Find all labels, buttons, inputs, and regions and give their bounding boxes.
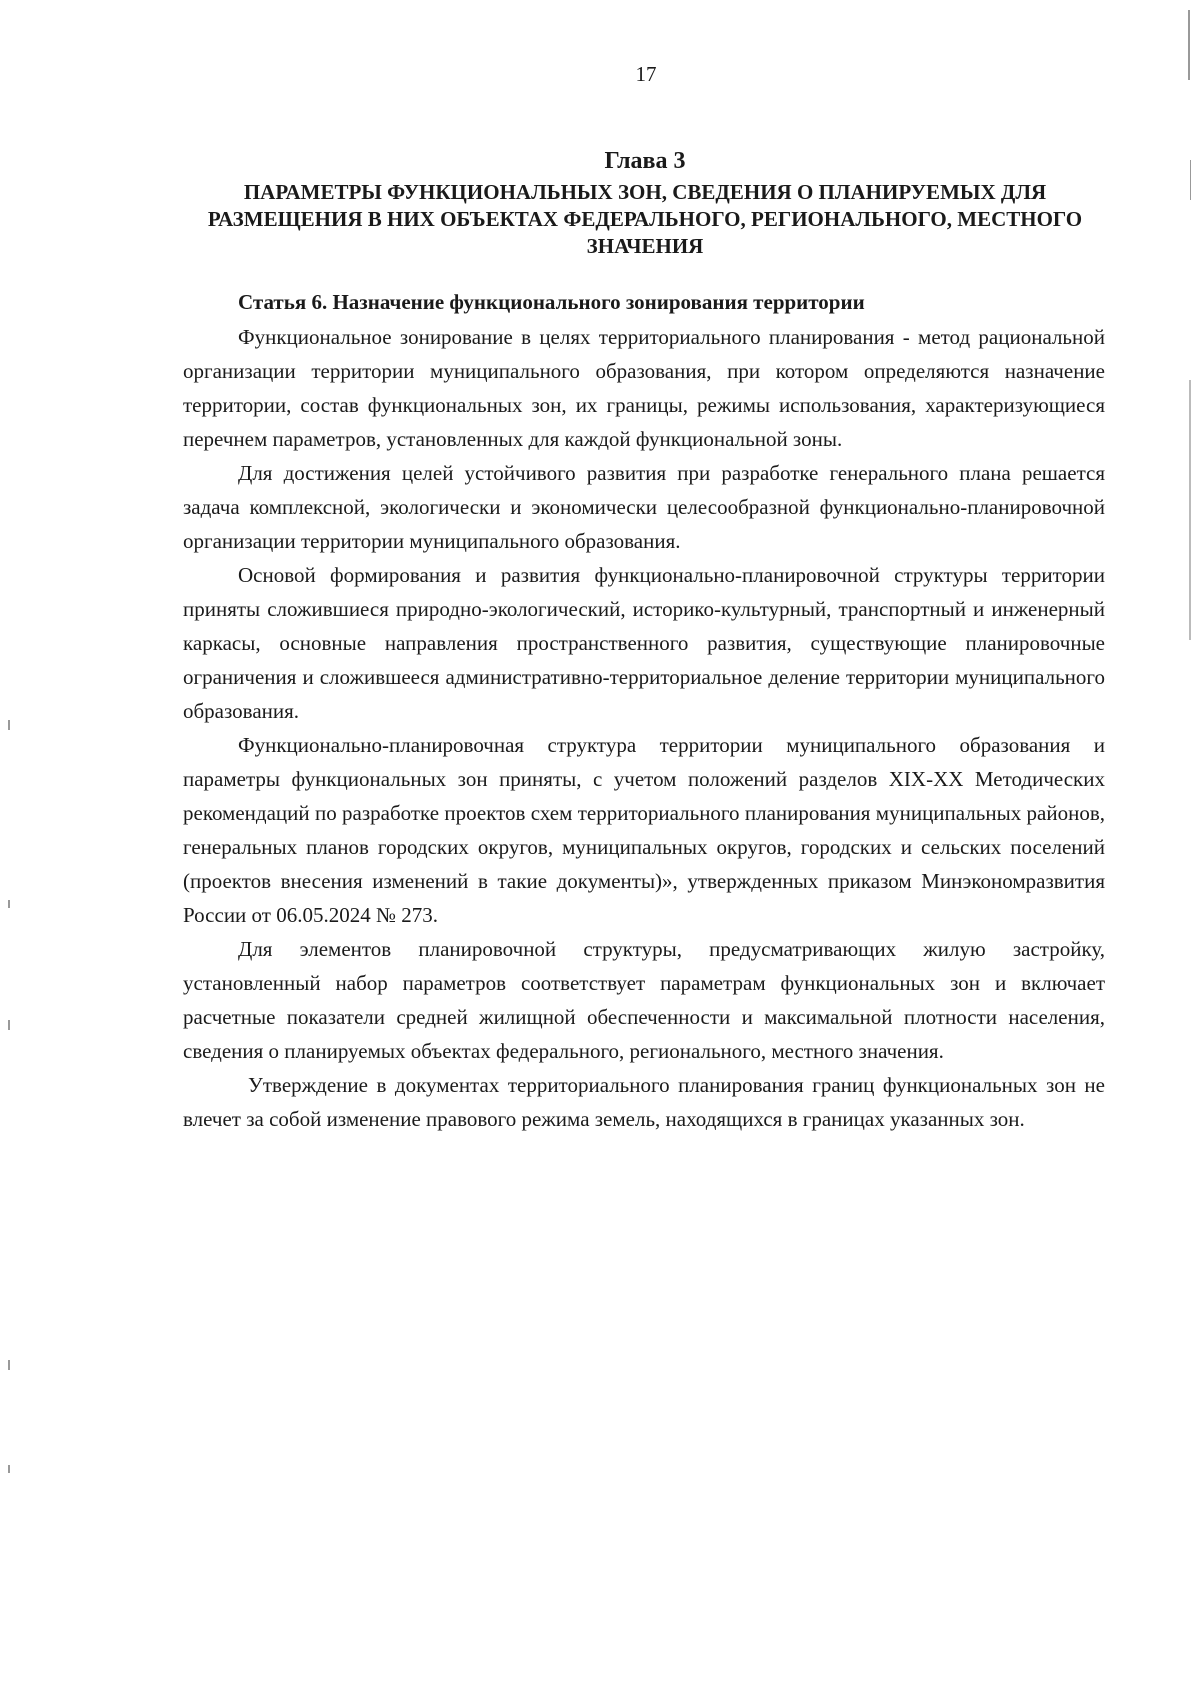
scan-edge-mark bbox=[8, 720, 10, 730]
scan-edge-mark bbox=[8, 1020, 10, 1030]
paragraph: Функциональное зонирование в целях территориального планирования - метод рациональной организации территории муниципального образования, при котором определяются назначение территории, состав функциональных зон, их границы, режимы использования, характеризующиеся перечнем параметров, установленных для каждой функциональной зоны. bbox=[183, 325, 1105, 451]
chapter-number: Глава 3 bbox=[604, 148, 686, 174]
chapter-heading bbox=[185, 145, 1105, 260]
paragraph: Для элементов планировочной структуры, предусматривающих жилую застройку, установленный набор параметров соответствует параметрам функциональных зон и включает расчетные показатели средней жилищной обеспеченности и максимальной плотности населения, сведения о планируемых объектах федерального, регионального, местного значения. bbox=[183, 937, 1105, 1063]
chapter-title: ПАРАМЕТРЫ ФУНКЦИОНАЛЬНЫХ ЗОН, СВЕДЕНИЯ О ПЛАНИРУЕМЫХ ДЛЯ РАЗМЕЩЕНИЯ В НИХ ОБЪЕКТАХ ФЕДЕРАЛЬНОГО, РЕГИОНАЛЬНОГО, МЕСТНОГО ЗНАЧЕНИЯ bbox=[207, 180, 1083, 258]
paragraph: Для достижения целей устойчивого развития при разработке генерального плана решается задача комплексной, экологически и экономически целесообразной функционально-планировочной организации территории муниципального образования. bbox=[183, 461, 1105, 553]
scan-edge-mark bbox=[8, 1465, 10, 1473]
article-heading: Статья 6. Назначение функционального зонирования территории bbox=[238, 290, 865, 314]
scan-edge-mark bbox=[8, 900, 10, 908]
paragraph: Основой формирования и развития функционально-планировочной структуры территории приняты сложившиеся природно-экологический, историко-культурный, транспортный и инженерный каркасы, основные направления пространственного развития, существующие планировочные ограничения и сложившееся административно-территориальное деление территории муниципального образования. bbox=[183, 563, 1105, 723]
scan-edge-mark bbox=[8, 1360, 10, 1370]
page-number: 17 bbox=[635, 62, 657, 86]
article-body bbox=[183, 320, 1105, 1136]
paragraph: Функционально-планировочная структура территории муниципального образования и параметры функциональных зон приняты, с учетом положений разделов XIX-XX Методических рекомендаций по разработке проектов схем территориального планирования муниципальных районов, генеральных планов городских округов, муниципальных округов, городских и сельских поселений (проектов внесения изменений в такие документы)», утвержденных приказом Минэкономразвития России от 06.05.2024 № 273. bbox=[183, 733, 1105, 927]
scan-edge-mark bbox=[1190, 160, 1191, 200]
paragraph: Утверждение в документах территориального планирования границ функциональных зон не влечет за собой изменение правового режима земель, находящихся в границах указанных зон. bbox=[183, 1073, 1105, 1131]
scan-edge-mark bbox=[1189, 380, 1191, 640]
scan-edge-mark bbox=[1188, 10, 1190, 80]
